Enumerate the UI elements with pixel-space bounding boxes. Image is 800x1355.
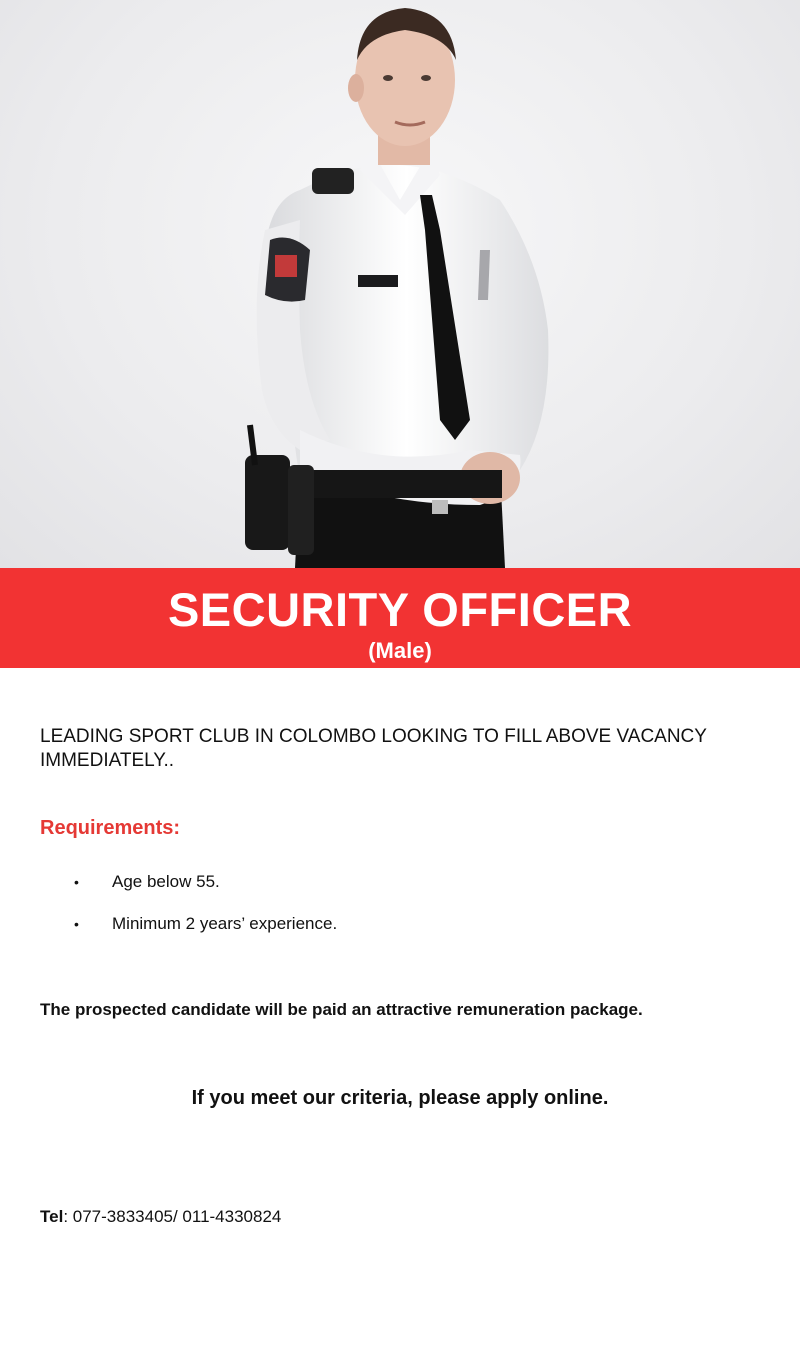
page-title: SECURITY OFFICER <box>167 583 633 636</box>
remuneration-note: The prospected candidate will be paid an attractive remuneration package. <box>40 1000 643 1019</box>
requirements-heading: Requirements: <box>40 817 181 839</box>
requirement-text: Age below 55. <box>112 872 220 891</box>
tel-number: 077-3833405/ 011-4330824 <box>72 1207 282 1226</box>
tel-label: Tel <box>40 1207 64 1226</box>
hero-photo <box>0 0 800 568</box>
contact-line <box>40 1207 281 1227</box>
list-item <box>40 912 740 936</box>
bullet-icon: • <box>74 916 79 932</box>
apply-callout: If you meet our criteria, please apply online. <box>191 1087 609 1109</box>
requirements-list <box>40 870 740 954</box>
bullet-icon: • <box>74 874 79 890</box>
requirement-text: Minimum 2 years’ experience. <box>112 914 338 933</box>
security-officer-illustration <box>0 0 800 568</box>
page-subtitle: (Male) <box>368 638 432 663</box>
intro-text: LEADING SPORT CLUB IN COLOMBO LOOKING TO FILL ABOVE VACANCY IMMEDIATELY.. <box>40 726 707 771</box>
list-item <box>40 870 740 894</box>
tel-separator: : <box>63 1207 73 1226</box>
title-banner <box>0 568 800 668</box>
